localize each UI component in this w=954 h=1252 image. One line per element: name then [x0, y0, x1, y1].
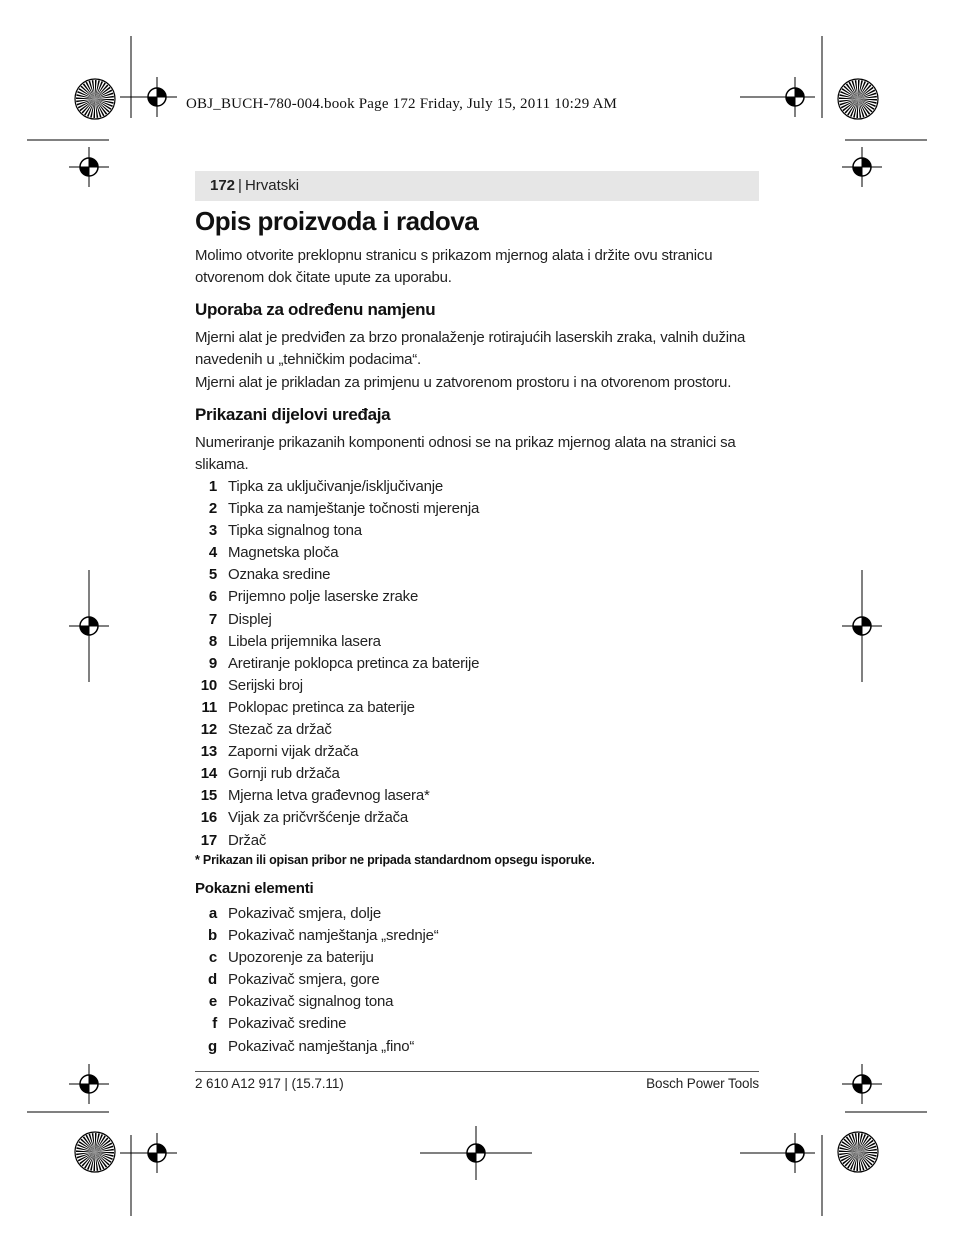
use-paragraph-1: Mjerni alat je predviđen za brzo pronalaženje rotirajućih laserskih zraka, valnih dužina navedenih u „tehničkim podacima“.	[195, 329, 746, 368]
parts-list-item	[195, 498, 755, 520]
parts-list-item	[195, 631, 755, 653]
parts-list-item-number: 16	[200, 809, 217, 827]
parts-list-item	[195, 719, 755, 741]
parts-intro-paragraph: Numeriranje prikazanih komponenti odnosi se na prikaz mjernog alata na stranici sa slikama.	[195, 434, 736, 473]
parts-list-item-text: Poklopac pretinca za baterije	[228, 698, 415, 716]
parts-list-item-number: 4	[208, 544, 217, 562]
display-list-item-text: Pokazivač sredine	[228, 1015, 347, 1033]
parts-list-item	[195, 564, 755, 586]
section-heading-parts: Prikazani dijelovi uređaja	[195, 405, 391, 424]
parts-list-item-number: 14	[200, 765, 217, 783]
parts-list-item-number: 1	[208, 478, 217, 495]
parts-list-item-number: 7	[208, 610, 217, 628]
display-elements-list	[195, 903, 755, 1058]
parts-list-item-number: 12	[200, 721, 217, 739]
parts-list-item-number: 9	[208, 654, 217, 672]
parts-list-item-number: 17	[200, 831, 217, 849]
parts-list-item-text: Mjerna letva građevnog lasera*	[228, 787, 430, 805]
display-list-item-number: d	[208, 971, 217, 989]
footer-brand: Bosch Power Tools	[646, 1076, 759, 1091]
display-list-item	[195, 991, 755, 1013]
header-separator: |	[238, 177, 242, 194]
display-list-item-text: Pokazivač signalnog tona	[228, 993, 394, 1011]
page-header	[195, 171, 759, 201]
parts-list-item-number: 5	[208, 566, 217, 584]
intro-paragraph: Molimo otvorite preklopnu stranicu s prikazom mjernog alata i držite ovu stranicu otvorenom dok čitate upute za uporabu.	[195, 247, 713, 286]
display-list-item-text: Pokazivač namještanja „fino“	[228, 1037, 415, 1055]
display-list-item	[195, 1013, 755, 1035]
parts-list-item	[195, 476, 755, 498]
header-language: Hrvatski	[244, 177, 300, 194]
display-list-item	[195, 925, 755, 947]
page-title: Opis proizvoda i radova	[195, 206, 479, 236]
print-info-line: OBJ_BUCH-780-004.book Page 172 Friday, July 15, 2011 10:29 AM	[186, 96, 618, 112]
use-paragraph-2: Mjerni alat je prikladan za primjenu u zatvorenom prostoru i na otvorenom prostoru.	[195, 374, 732, 391]
display-list-item-number: g	[208, 1037, 217, 1055]
display-list-item-number: f	[212, 1015, 217, 1033]
display-list-item-number: c	[208, 949, 217, 967]
parts-list-item-number: 3	[208, 522, 217, 540]
section-heading-display: Pokazni elementi	[195, 880, 314, 897]
parts-list-item-text: Displej	[228, 610, 272, 628]
page-number: 172	[210, 177, 236, 194]
footer-divider	[195, 1071, 759, 1072]
parts-list-item-text: Aretiranje poklopca pretinca za baterije	[228, 654, 480, 672]
parts-list-item-text: Zaporni vijak držača	[228, 743, 359, 761]
parts-list-item-text: Tipka za uključivanje/isključivanje	[228, 478, 444, 495]
display-list-item-text: Pokazivač smjera, dolje	[228, 905, 381, 922]
parts-list-item-text: Vijak za pričvršćenje držača	[228, 809, 409, 827]
parts-list-item	[195, 697, 755, 719]
footer-document-code: 2 610 A12 917 | (15.7.11)	[195, 1076, 344, 1091]
display-list-item-number: b	[208, 927, 217, 945]
parts-list-item-text: Serijski broj	[228, 676, 303, 694]
display-list-item-text: Pokazivač smjera, gore	[228, 971, 380, 989]
parts-list-item	[195, 675, 755, 697]
display-list-item-number: a	[208, 905, 217, 922]
parts-list-item	[195, 785, 755, 807]
parts-list-item	[195, 807, 755, 829]
parts-list-item	[195, 830, 755, 852]
parts-list-item-number: 6	[208, 588, 217, 606]
parts-list-item-number: 11	[201, 698, 217, 716]
parts-list-item	[195, 586, 755, 608]
display-list-item	[195, 947, 755, 969]
display-list-item-text: Pokazivač namještanja „srednje“	[228, 927, 439, 945]
parts-list-item-text: Stezač za držač	[228, 721, 332, 739]
footnote: * Prikazan ili opisan pribor ne pripada standardnom opsegu isporuke.	[195, 853, 595, 867]
parts-list-item-text: Magnetska ploča	[228, 544, 339, 562]
parts-list-item-text: Prijemno polje laserske zrake	[228, 588, 419, 606]
parts-list-item-text: Oznaka sredine	[228, 566, 331, 584]
parts-list-item	[195, 542, 755, 564]
display-list-item	[195, 1036, 755, 1058]
display-list-item	[195, 903, 755, 925]
parts-list-item	[195, 763, 755, 785]
parts-list-item-text: Gornji rub držača	[228, 765, 340, 783]
parts-list-item	[195, 609, 755, 631]
parts-list-item	[195, 741, 755, 763]
display-list-item	[195, 969, 755, 991]
parts-list-item-number: 8	[208, 632, 217, 650]
parts-list-item-number: 15	[200, 787, 217, 805]
parts-list-item	[195, 653, 755, 675]
parts-list-item-number: 10	[200, 676, 217, 694]
section-heading-use: Uporaba za određenu namjenu	[195, 300, 436, 319]
parts-list-item-number: 2	[208, 500, 217, 518]
parts-list	[195, 476, 755, 852]
parts-list-item-text: Tipka signalnog tona	[228, 522, 362, 540]
parts-list-item-text: Držač	[228, 831, 267, 849]
parts-list-item-number: 13	[200, 743, 217, 761]
parts-list-item-text: Tipka za namještanje točnosti mjerenja	[228, 500, 480, 518]
display-list-item-number: e	[208, 993, 217, 1011]
display-list-item-text: Upozorenje za bateriju	[228, 949, 374, 967]
parts-list-item-text: Libela prijemnika lasera	[228, 632, 381, 650]
parts-list-item	[195, 520, 755, 542]
